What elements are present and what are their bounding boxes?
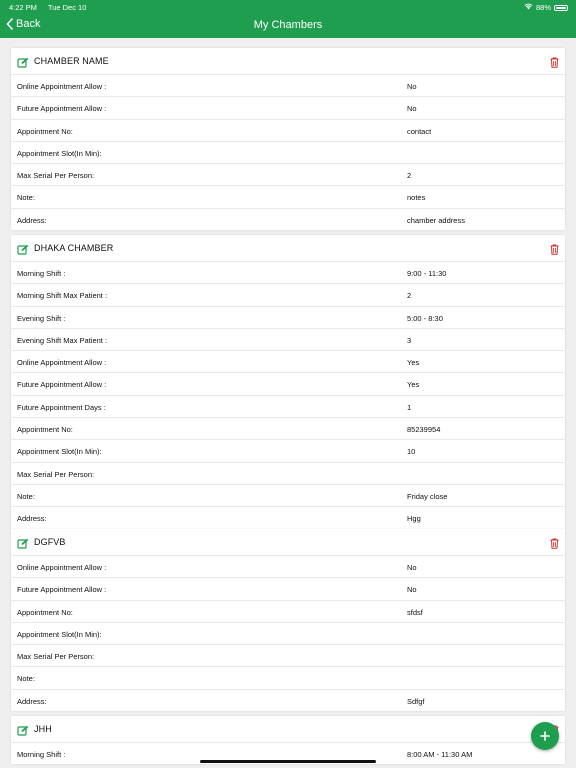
battery-percent: 88% bbox=[535, 3, 551, 12]
detail-row bbox=[11, 75, 565, 97]
detail-label: Address: bbox=[17, 696, 47, 706]
detail-label: Max Serial Per Person: bbox=[17, 469, 95, 479]
chamber-name: JHH bbox=[34, 724, 52, 734]
detail-value: notes bbox=[407, 193, 426, 203]
detail-label: Address: bbox=[17, 215, 47, 225]
chamber-card bbox=[11, 235, 565, 529]
detail-value: sfdsf bbox=[407, 607, 423, 617]
detail-value: No bbox=[407, 585, 417, 595]
detail-row bbox=[11, 440, 565, 462]
trash-icon[interactable] bbox=[550, 536, 559, 554]
chamber-card bbox=[11, 716, 565, 764]
detail-row bbox=[11, 209, 565, 230]
edit-icon[interactable] bbox=[17, 55, 29, 73]
detail-label: Max Serial Per Person: bbox=[17, 652, 95, 662]
detail-label: Evening Shift Max Patient : bbox=[17, 335, 108, 345]
detail-label: Evening Shift : bbox=[17, 313, 66, 323]
detail-row bbox=[11, 120, 565, 142]
detail-value: 3 bbox=[407, 335, 412, 345]
detail-value: 10 bbox=[407, 447, 416, 457]
back-label: Back bbox=[16, 18, 41, 30]
chamber-list[interactable] bbox=[0, 38, 576, 768]
detail-label: Address: bbox=[17, 514, 47, 524]
detail-value: 8:00 AM - 11:30 AM bbox=[407, 750, 473, 759]
detail-label: Appointment Slot(In Min): bbox=[17, 447, 102, 457]
detail-value: Yes bbox=[407, 380, 420, 390]
detail-row bbox=[11, 142, 565, 164]
detail-value: chamber address bbox=[407, 215, 465, 225]
detail-label: Online Appointment Allow : bbox=[17, 82, 107, 91]
trash-icon[interactable] bbox=[550, 55, 559, 73]
chamber-name: CHAMBER NAME bbox=[34, 56, 109, 66]
detail-row bbox=[11, 623, 565, 645]
chamber-card-header bbox=[11, 235, 565, 262]
detail-row bbox=[11, 284, 565, 306]
detail-label: Future Appointment Allow : bbox=[17, 104, 107, 114]
detail-row bbox=[11, 507, 565, 528]
detail-value: No bbox=[407, 82, 417, 91]
battery-icon bbox=[554, 5, 568, 11]
detail-label: Appointment Slot(In Min): bbox=[17, 629, 102, 639]
detail-row bbox=[11, 373, 565, 395]
detail-value: 1 bbox=[407, 402, 412, 412]
detail-label: Future Appointment Days : bbox=[17, 402, 106, 412]
chamber-card-header bbox=[11, 48, 565, 75]
detail-label: Morning Shift Max Patient : bbox=[17, 291, 108, 301]
detail-value: 2 bbox=[407, 291, 412, 301]
page-title: My Chambers bbox=[253, 19, 323, 31]
detail-row bbox=[11, 329, 565, 351]
detail-row bbox=[11, 578, 565, 600]
home-indicator[interactable] bbox=[200, 760, 376, 763]
trash-icon[interactable] bbox=[550, 242, 559, 260]
navigation-bar bbox=[0, 14, 576, 38]
chamber-card bbox=[11, 48, 565, 230]
detail-label: Online Appointment Allow : bbox=[17, 563, 107, 572]
detail-row bbox=[11, 262, 565, 284]
chamber-name: DHAKA CHAMBER bbox=[34, 243, 114, 253]
detail-label: Appointment No: bbox=[17, 425, 73, 435]
wifi-icon bbox=[524, 3, 533, 12]
detail-value: 9:00 - 11:30 bbox=[407, 269, 447, 278]
chamber-name: DGFVB bbox=[34, 537, 66, 547]
detail-value: No bbox=[407, 563, 417, 572]
detail-label: Morning Shift : bbox=[17, 750, 66, 759]
detail-row bbox=[11, 463, 565, 485]
status-bar bbox=[0, 0, 576, 14]
detail-value: Hgg bbox=[407, 514, 421, 524]
detail-value: contact bbox=[407, 126, 432, 136]
chamber-card bbox=[11, 529, 565, 711]
detail-label: Online Appointment Allow : bbox=[17, 358, 107, 368]
edit-icon[interactable] bbox=[17, 536, 29, 554]
detail-row bbox=[11, 690, 565, 711]
detail-row bbox=[11, 351, 565, 373]
chamber-card-header bbox=[11, 529, 565, 556]
detail-value: 2 bbox=[407, 171, 412, 181]
detail-label: Note: bbox=[17, 193, 35, 203]
detail-row bbox=[11, 601, 565, 623]
detail-row bbox=[11, 645, 565, 667]
edit-icon[interactable] bbox=[17, 242, 29, 260]
detail-row bbox=[11, 418, 565, 440]
detail-label: Future Appointment Allow : bbox=[17, 380, 107, 390]
detail-row bbox=[11, 396, 565, 418]
detail-value: 5:00 - 8:30 bbox=[407, 313, 443, 323]
chamber-card-header bbox=[11, 716, 565, 743]
detail-row bbox=[11, 556, 565, 578]
detail-label: Appointment Slot(In Min): bbox=[17, 148, 102, 158]
detail-label: Note: bbox=[17, 491, 35, 501]
detail-row bbox=[11, 307, 565, 329]
detail-label: Morning Shift : bbox=[17, 269, 66, 278]
detail-row bbox=[11, 485, 565, 507]
status-date: Tue Dec 10 bbox=[47, 3, 87, 12]
detail-row bbox=[11, 186, 565, 208]
detail-label: Appointment No: bbox=[17, 607, 73, 617]
detail-label: Max Serial Per Person: bbox=[17, 171, 95, 181]
detail-value: Yes bbox=[407, 358, 420, 368]
detail-value: No bbox=[407, 104, 417, 114]
detail-value: Sdfgf bbox=[407, 696, 425, 706]
detail-label: Appointment No: bbox=[17, 126, 73, 136]
detail-value: Friday close bbox=[407, 491, 448, 501]
detail-label: Future Appointment Allow : bbox=[17, 585, 107, 595]
detail-row bbox=[11, 97, 565, 119]
plus-icon bbox=[540, 731, 550, 741]
detail-row bbox=[11, 667, 565, 689]
add-chamber-button[interactable] bbox=[531, 722, 559, 750]
detail-value: 85239954 bbox=[407, 425, 441, 435]
detail-label: Note: bbox=[17, 674, 35, 684]
detail-row bbox=[11, 164, 565, 186]
edit-icon[interactable] bbox=[17, 723, 29, 741]
status-time: 4:22 PM bbox=[9, 3, 37, 12]
